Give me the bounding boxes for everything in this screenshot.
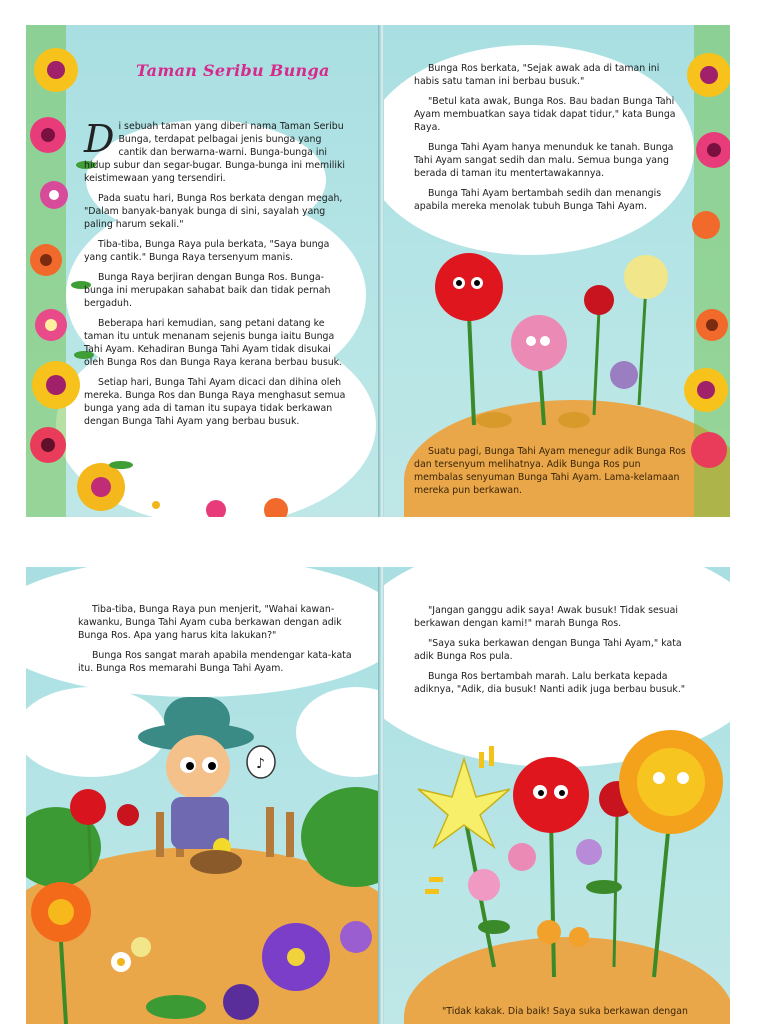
page-right-bottom: [384, 567, 730, 1024]
paragraph: Bunga Ros berkata, "Sejak awak ada di taman ini habis satu taman ini berbau busuk.": [414, 63, 660, 87]
book-spread-top: [26, 25, 730, 517]
paragraph: "Jangan ganggu adik saya! Awak busuk! Tidak sesuai berkawan dengan kami!" marah Bunga Ros.: [414, 605, 678, 629]
story-text-block: [414, 62, 684, 220]
paragraph: "Tidak kakak. Dia baik! Saya suka berkawan dengan: [442, 1006, 688, 1017]
paragraph: Bunga Ros sangat marah apabila mendengar kata-kata itu. Bunga Ros memarahi Bunga Tahi Ayam.: [78, 650, 352, 674]
story-text-block: [414, 445, 686, 504]
story-text-block: [78, 603, 354, 682]
book-spread-bottom: [26, 567, 730, 1024]
story-title: Taman Seribu Bunga: [136, 61, 330, 80]
paragraph: i sebuah taman yang diberi nama Taman Seribu Bunga, terdapat pelbagai jenis bunga yang cantik dan berwarna-warni. Bunga-bunga ini hidup subur dan segar-bugar. Bunga-bunga ini memiliki keistimewaan yang tersendiri.: [84, 121, 345, 184]
paragraph: Bunga Ros bertambah marah. Lalu berkata kepada adiknya, "Adik, dia busuk! Nanti adik juga berbau busuk.": [414, 671, 686, 695]
page-left-bottom: [26, 567, 380, 1024]
page-left-top: [26, 25, 380, 517]
paragraph: Bunga Raya berjiran dengan Bunga Ros. Bunga-bunga ini merupakan sahabat baik dan tidak pernah bergaduh.: [84, 272, 331, 309]
paragraph: Suatu pagi, Bunga Tahi Ayam menegur adik Bunga Ros dan tersenyum melihatnya. Adik Bunga Ros pun membalas senyuman Bunga Tahi Ayam. Lama-kelamaan mereka pun berkawan.: [414, 446, 686, 496]
paragraph: Bunga Tahi Ayam bertambah sedih dan menangis apabila mereka menolak tubuh Bunga Tahi Ayam.: [414, 188, 662, 212]
drop-cap: D: [84, 117, 115, 161]
story-text-block: [428, 1005, 710, 1024]
paragraph: Beberapa hari kemudian, sang petani datang ke taman itu untuk menanam sejenis bunga iaitu Bunga Tahi Ayam. Kehadiran Bunga Tahi Ayam tidak disukai oleh Bunga Ros dan Bunga Raya kerana berbau busuk.: [84, 318, 343, 368]
paragraph: Setiap hari, Bunga Tahi Ayam dicaci dan dihina oleh mereka. Bunga Ros dan Bunga Raya menghasut semua bunga yang ada di taman itu supaya tidak berkawan dengan Bunga Tahi Ayam yang berbau busuk.: [84, 377, 346, 427]
story-text-block: [84, 117, 348, 435]
paragraph: "Betul kata awak, Bunga Ros. Bau badan Bunga Tahi Ayam membuatkan saya tidak dapat tidur," kata Bunga Raya.: [414, 96, 676, 133]
paragraph: "Saya suka berkawan dengan Bunga Tahi Ayam," kata adik Bunga Ros pula.: [414, 638, 682, 662]
paragraph: Bunga Tahi Ayam hanya menunduk ke tanah. Bunga Tahi Ayam sangat sedih dan malu. Semua bunga yang berada di taman itu mentertawakannya.: [414, 142, 674, 179]
paragraph: Tiba-tiba, Bunga Raya pula berkata, "Saya bunga yang cantik." Bunga Raya tersenyum manis.: [84, 239, 330, 263]
paragraph: Tiba-tiba, Bunga Raya pun menjerit, "Wahai kawan-kawanku, Bunga Tahi Ayam cuba berkawan dengan adik Bunga Ros. Apa yang harus kita lakukan?": [78, 604, 342, 641]
story-text-block: [414, 604, 700, 703]
svg-text:♪: ♪: [256, 756, 265, 772]
page-right-top: [384, 25, 730, 517]
paragraph: Pada suatu hari, Bunga Ros berkata dengan megah, "Dalam banyak-banyak bunga di sini, sayalah yang paling harum sekali.": [84, 193, 343, 230]
